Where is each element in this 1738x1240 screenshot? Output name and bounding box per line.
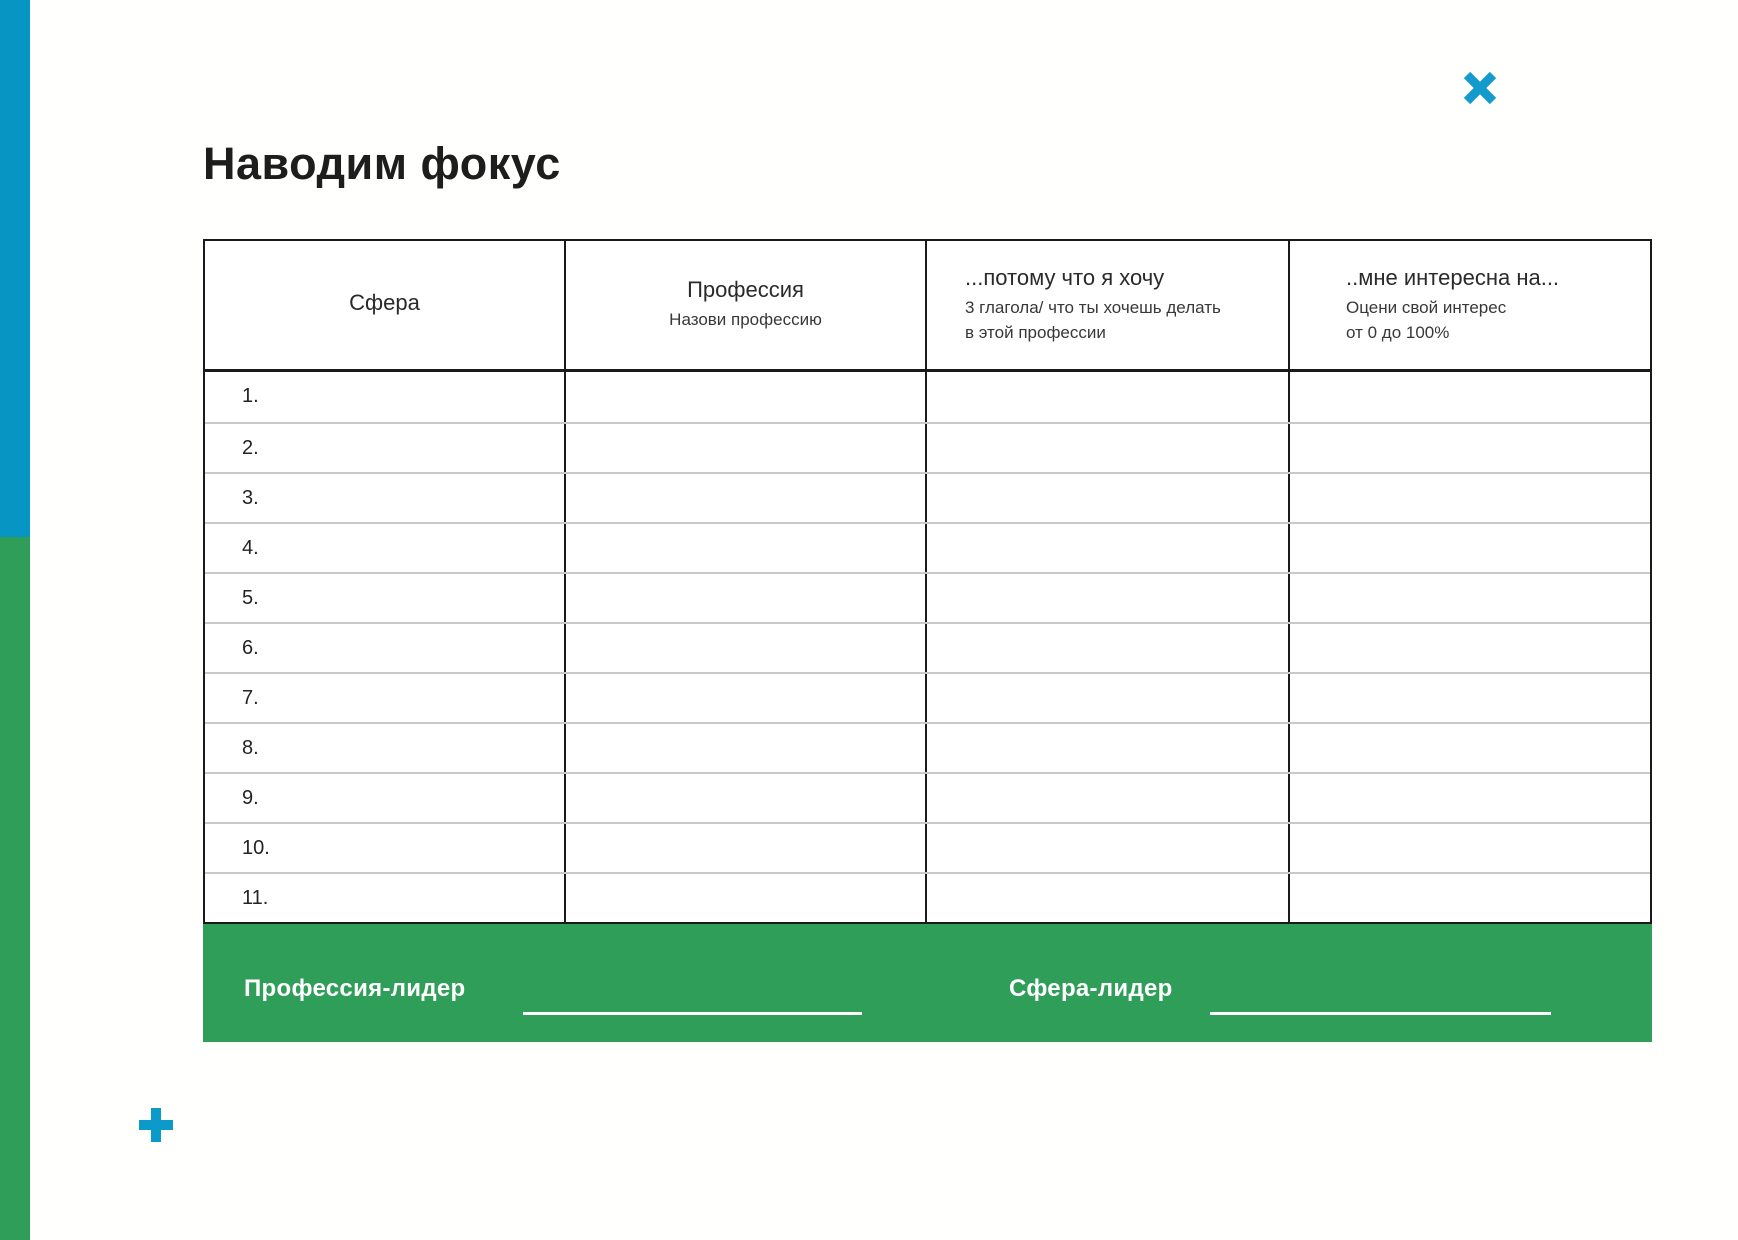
table-row: [205, 522, 1650, 572]
column-title: ..мне интересна на...: [1346, 264, 1560, 290]
page-title: Наводим фокус: [203, 138, 561, 189]
table-header: [205, 241, 1650, 372]
sphere-cell[interactable]: [205, 574, 566, 622]
interest-cell[interactable]: [1290, 574, 1650, 622]
row-number: 10.: [242, 837, 270, 859]
sphere-cell[interactable]: [205, 624, 566, 672]
row-number: 6.: [242, 637, 259, 659]
profession-cell[interactable]: [566, 424, 927, 472]
table-row: [205, 872, 1650, 922]
column-subtitle: Оцени свой интерес: [1346, 297, 1507, 317]
profession-cell[interactable]: [566, 874, 927, 922]
table-row: [205, 622, 1650, 672]
left-accent-bar-green: [0, 537, 30, 1240]
column-subtitle: 3 глагола/ что ты хочешь делать: [965, 297, 1221, 317]
sphere-cell[interactable]: [205, 474, 566, 522]
sphere-cell[interactable]: [205, 874, 566, 922]
sphere-cell[interactable]: [205, 824, 566, 872]
profession-cell[interactable]: [566, 624, 927, 672]
profession-cell[interactable]: [566, 774, 927, 822]
row-number: 3.: [242, 487, 259, 509]
row-number: 7.: [242, 687, 259, 709]
column-title: Сфера: [349, 289, 420, 315]
interest-cell[interactable]: [1290, 774, 1650, 822]
header-sphere: [205, 241, 566, 369]
interest-cell[interactable]: [1290, 424, 1650, 472]
table-row: [205, 722, 1650, 772]
profession-cell[interactable]: [566, 674, 927, 722]
interest-cell[interactable]: [1290, 724, 1650, 772]
row-number: 2.: [242, 437, 259, 459]
sphere-cell[interactable]: [205, 524, 566, 572]
table-row: [205, 772, 1650, 822]
sphere-cell[interactable]: [205, 674, 566, 722]
sphere-cell[interactable]: [205, 424, 566, 472]
sphere-cell[interactable]: [205, 372, 566, 422]
interest-cell[interactable]: [1290, 824, 1650, 872]
close-icon[interactable]: [1461, 69, 1499, 107]
left-accent-bar-blue: [0, 0, 30, 537]
reason-cell[interactable]: [927, 674, 1290, 722]
interest-cell[interactable]: [1290, 372, 1650, 422]
reason-cell[interactable]: [927, 424, 1290, 472]
header-interest: [1290, 241, 1650, 369]
reason-cell[interactable]: [927, 874, 1290, 922]
row-number: 11.: [242, 887, 269, 909]
sphere-leader-label: Сфера-лидер: [1009, 975, 1173, 1002]
column-title: Профессия: [687, 277, 804, 303]
table-row: [205, 372, 1650, 422]
table-row: [205, 472, 1650, 522]
sphere-cell[interactable]: [205, 774, 566, 822]
interest-cell[interactable]: [1290, 474, 1650, 522]
column-title: ...потому что я хочу: [965, 264, 1165, 290]
profession-cell[interactable]: [566, 524, 927, 572]
header-profession: [566, 241, 927, 369]
plus-icon: [137, 1106, 175, 1144]
column-subtitle: от 0 до 100%: [1346, 322, 1450, 342]
profession-cell[interactable]: [566, 372, 927, 422]
table-row: [205, 572, 1650, 622]
interest-cell[interactable]: [1290, 624, 1650, 672]
interest-cell[interactable]: [1290, 874, 1650, 922]
sphere-cell[interactable]: [205, 724, 566, 772]
profession-cell[interactable]: [566, 824, 927, 872]
row-number: 4.: [242, 537, 259, 559]
focus-table: [203, 239, 1652, 924]
reason-cell[interactable]: [927, 824, 1290, 872]
reason-cell[interactable]: [927, 624, 1290, 672]
interest-cell[interactable]: [1290, 524, 1650, 572]
reason-cell[interactable]: [927, 774, 1290, 822]
profession-cell[interactable]: [566, 724, 927, 772]
reason-cell[interactable]: [927, 372, 1290, 422]
table-body: [205, 372, 1650, 922]
leader-banner: [203, 924, 1652, 1042]
interest-cell[interactable]: [1290, 674, 1650, 722]
profession-cell[interactable]: [566, 574, 927, 622]
profession-leader-field[interactable]: [523, 1012, 862, 1015]
table-row: [205, 672, 1650, 722]
sphere-leader-field[interactable]: [1210, 1012, 1551, 1015]
header-reason: [927, 241, 1290, 369]
column-subtitle: Назови профессию: [669, 310, 822, 330]
table-row: [205, 822, 1650, 872]
profession-cell[interactable]: [566, 474, 927, 522]
reason-cell[interactable]: [927, 724, 1290, 772]
table-row: [205, 422, 1650, 472]
column-subtitle: в этой профессии: [965, 322, 1106, 342]
profession-leader-label: Профессия-лидер: [244, 975, 466, 1002]
reason-cell[interactable]: [927, 524, 1290, 572]
reason-cell[interactable]: [927, 574, 1290, 622]
row-number: 5.: [242, 587, 259, 609]
row-number: 8.: [242, 737, 259, 759]
row-number: 1.: [242, 385, 259, 407]
reason-cell[interactable]: [927, 474, 1290, 522]
row-number: 9.: [242, 787, 259, 809]
